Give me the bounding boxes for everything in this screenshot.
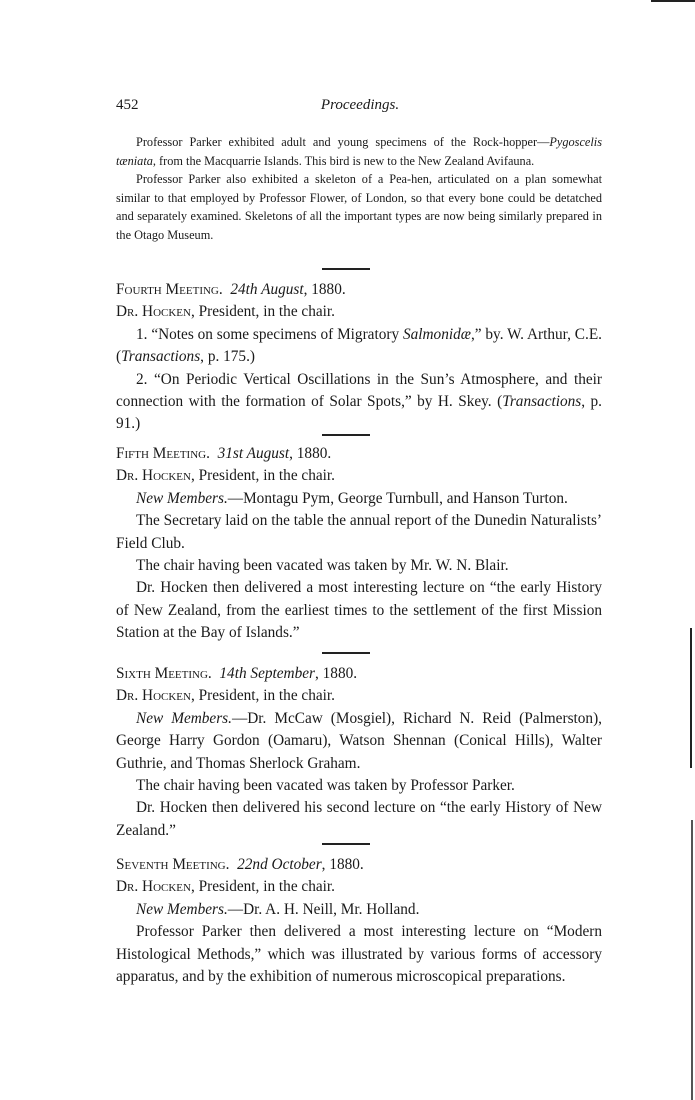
new-members: New Members.—Dr. A. H. Neill, Mr. Holland. xyxy=(136,900,420,918)
chair-line: Dr. Hocken, President, in the chair. xyxy=(116,467,335,485)
page-number: 452 xyxy=(116,97,139,113)
new-members: New Members.—Montagu Pym, George Turnbull, and Hanson Turton. xyxy=(136,489,568,507)
running-header xyxy=(116,97,604,119)
intro-paragraph-penguin: Professor Parker exhibited adult and young specimens of the Rock-hopper—Pygoscelis tæniata, from the Macquarrie Islands. This bird is new to the New Zealand Avifauna. xyxy=(116,135,602,168)
paragraph: Dr. Hocken then delivered a most interesting lecture on “the early History of New Zealand, from the earliest times to the settlement of the first Mission Station at the Bay of Islands.” xyxy=(116,579,602,642)
intro-paragraph-skeleton: Professor Parker also exhibited a skeleton of a Pea-hen, articulated on a plan somewhat similar to that employed by Professor Flower, of London, so that every bone could be detatched and separately examined. Skeletons of all the important types are now being similarly prepared in the Otago Museum. xyxy=(116,172,602,242)
scan-edge-right xyxy=(690,628,692,768)
paper-item-1: 1. “Notes on some specimens of Migratory Salmonidæ,” by. W. Arthur, C.E. (Transactions, p. 175.) xyxy=(116,325,603,366)
paragraph: Dr. Hocken then delivered his second lecture on “the early History of New Zealand.” xyxy=(116,799,602,839)
fourth-meeting-section xyxy=(116,279,602,436)
paragraph: The chair having been vacated was taken by Mr. W. N. Blair. xyxy=(136,557,509,575)
scan-edge-top xyxy=(651,0,695,2)
section-divider xyxy=(322,843,370,845)
chair-line: Dr. Hocken, President, in the chair. xyxy=(116,687,335,705)
chair-line: Dr. Hocken, President, in the chair. xyxy=(116,878,335,896)
scan-edge-right-lower xyxy=(691,820,693,1100)
intro-section xyxy=(116,133,602,244)
paragraph: Professor Parker then delivered a most interesting lecture on “Modern Histological Methods,” which was illustrated by various forms of accessory apparatus, and by the exhibition of numerous microscopical preparations. xyxy=(116,923,602,986)
running-title: Proceedings. xyxy=(320,97,400,113)
chair-line: Dr. Hocken, President, in the chair. xyxy=(116,303,335,321)
meeting-heading: Fifth Meeting. 31st August, 1880. xyxy=(116,445,332,462)
paragraph: The Secretary laid on the table the annual report of the Dunedin Naturalists’ Field Club. xyxy=(116,512,602,552)
meeting-heading: Seventh Meeting. 22nd October, 1880. xyxy=(116,856,364,873)
paper-item-2: 2. “On Periodic Vertical Oscillations in the Sun’s Atmosphere, and their connection with the formation of Solar Spots,” by H. Skey. (Transactions, p. 91.) xyxy=(116,370,602,433)
species-name: Pygoscelis tæniata xyxy=(116,135,602,168)
paragraph: The chair having been vacated was taken by Professor Parker. xyxy=(136,777,515,795)
section-divider xyxy=(322,268,370,270)
meeting-heading: Fourth Meeting. 24th August, 1880. xyxy=(116,281,346,298)
sixth-meeting-section xyxy=(116,663,602,842)
seventh-meeting-section xyxy=(116,854,602,988)
new-members: New Members.—Dr. McCaw (Mosgiel), Richard N. Reid (Palmerston), George Harry Gordon (Oamaru), Watson Shennan (Conical Hills), Walter Guthrie, and Thomas Sherlock Graham. xyxy=(116,709,602,772)
section-divider xyxy=(322,434,370,436)
fifth-meeting-section xyxy=(116,443,602,645)
section-divider xyxy=(322,652,370,654)
meeting-heading: Sixth Meeting. 14th September, 1880. xyxy=(116,665,358,682)
